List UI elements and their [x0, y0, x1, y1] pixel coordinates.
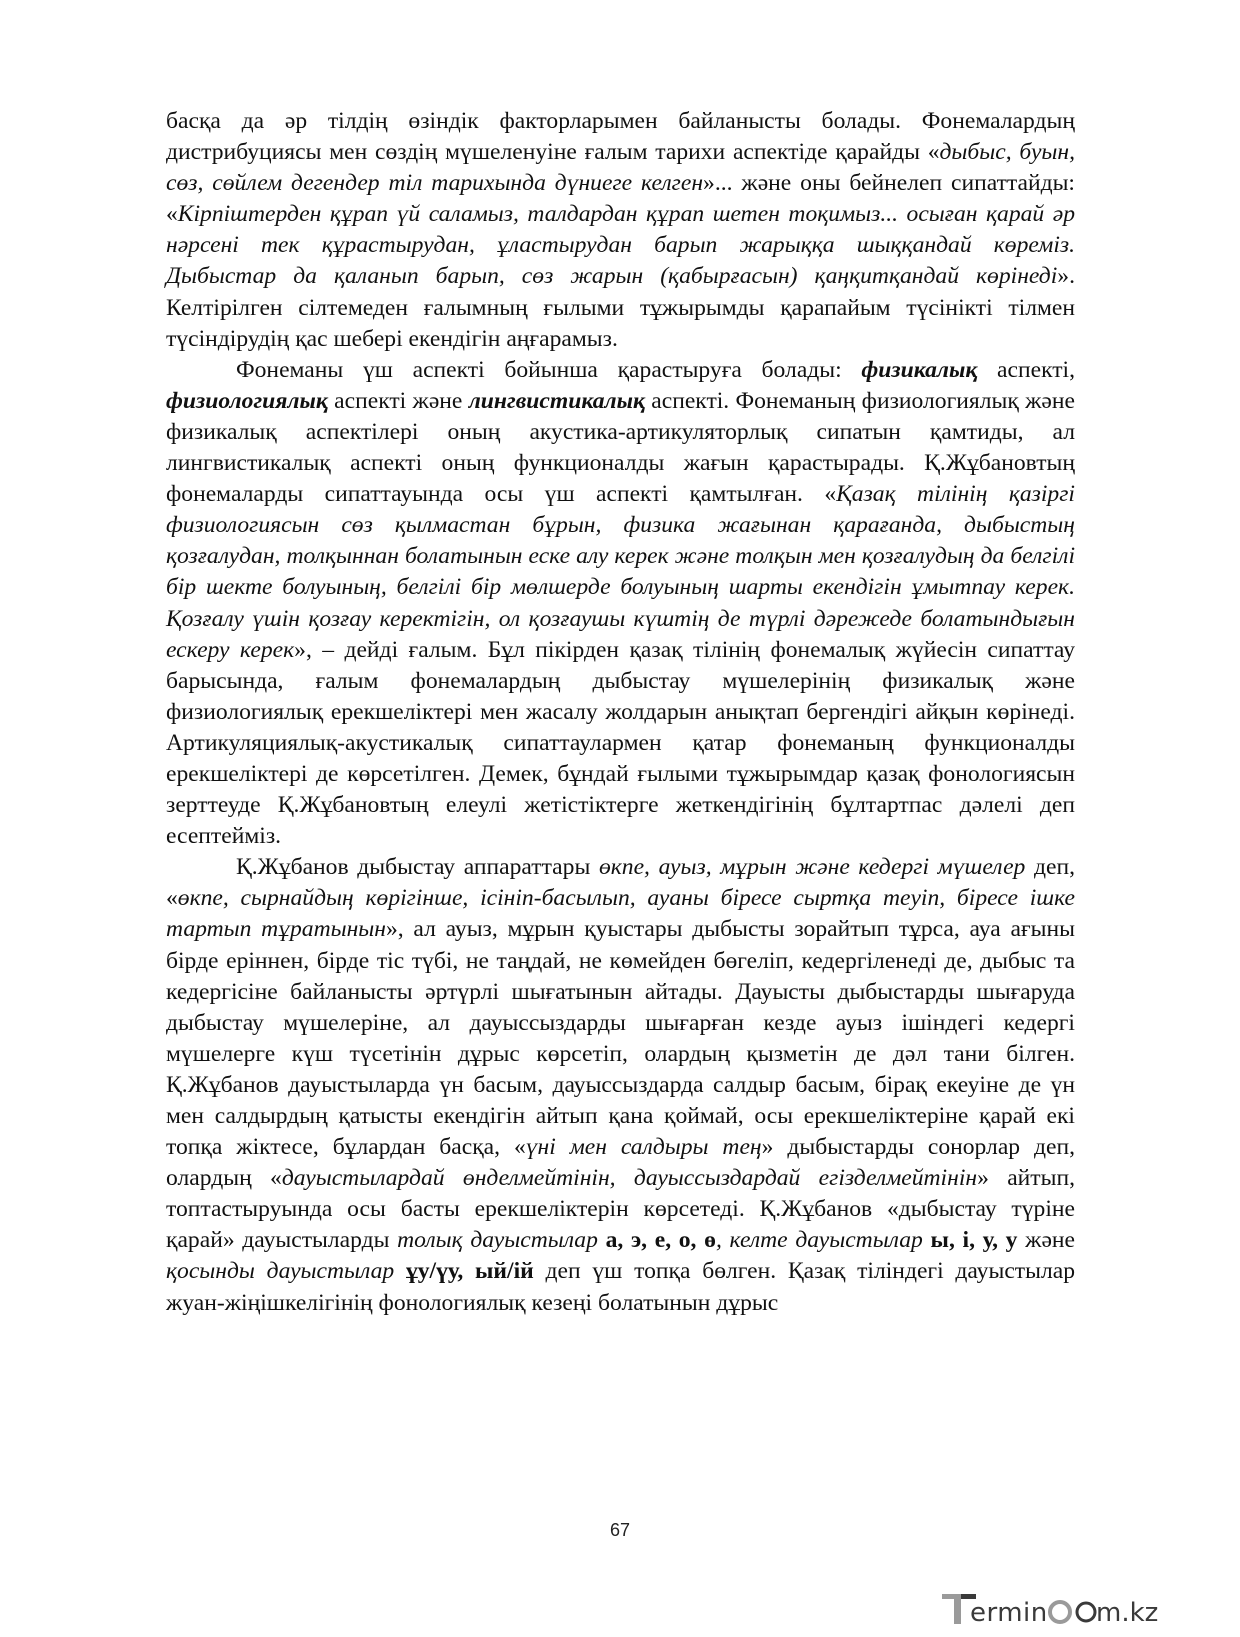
text-run: аспекті және: [327, 387, 469, 414]
italic-quote: үні мен салдыры тең: [525, 1134, 762, 1161]
italic-quote: Кірпіштерден құрап үй саламыз, талдардан құрап шетен тоқимыз... осыған қарай әр нәрсені тек құрастырудан, ұластырудан барып жарыққа шыққандай көреміз. Дыбыстар да қаланып барып, сөз жарын (қабырғасын) қаңқитқандай көрінеді: [166, 201, 1075, 290]
svg-text:m.kz: m.kz: [1096, 1598, 1159, 1628]
italic-quote: толық дауыстылар: [397, 1227, 598, 1254]
text-run: ». Келтірілген сілтемеден ғалымның ғылыми тұжырымды қарапайым түсінікті тілмен түсіндірудің қас шебері екендігін аңғарамыз.: [166, 263, 1075, 352]
italic-quote: қосынды дауыстылар: [166, 1258, 395, 1285]
paragraph: [166, 355, 1075, 853]
bold-letters: ы, і, у, у: [922, 1227, 1018, 1254]
italic-quote: дауыстылардай өнделмейтінін, дауыссыздардай егізделмейтінін: [281, 1165, 978, 1192]
text-run: »... және оны бейнелеп сипаттайды: «: [166, 170, 1075, 228]
text-run: », – дейді ғалым. Бұл пікірден қазақ тілінің фонемалық жүйесін сипаттау барысында, ғалым фонемалардың дыбыстау мүшелерінің физикалық және физиологиялық ерекшеліктері мен жасалу жолдарын анықтап бергендігі айқын көрінеді. Артикуляциялық-акустикалық сипаттаулармен қатар фонеманың функционалды ерекшеліктері де көрсетілген. Демек, бұндай ғылыми тұжырымдар қазақ фонологиясын зерттеуде Қ.Жұбановтың елеулі жетістіктерге жеткендігінің бұлтартпас дәлелі деп есептейміз.: [166, 636, 1075, 850]
paragraph: [166, 106, 1075, 355]
bold-letters: а, э, е, о, ө: [597, 1227, 716, 1254]
text-run: аспекті,: [977, 356, 1075, 383]
text-run: деп, «: [166, 854, 1075, 912]
text-run: аспекті. Фонеманың физиологиялық және физикалық аспектілері оның акустика-артикуляторлық сипатын қамтиды, ал лингвистикалық аспекті оның функционалды жағын қарастырады. Қ.Жұбановтың фонемаларды сипаттауында осы үш аспекті қамтылған. «: [166, 387, 1075, 508]
bold-italic-term: физикалық: [861, 356, 978, 383]
text-run: деп үш топқа бөлген. Қазақ тіліндегі дауыстылар жуан-жіңішкелігінің фонологиялық кезеңі болатынын дұрыс: [166, 1258, 1076, 1316]
text-run: » дыбыстарды сонорлар деп, олардың «: [166, 1134, 1075, 1192]
text-run: », ал ауыз, мұрын қуыстары дыбысты зорайтып тұрса, ауа ағыны бірде еріннен, бірде тіс түбі, не таңдай, не көмейден бөгеліп, кедергіленеді де, дыбыс та кедергісіне байланысты әртүрлі шығатынын айтады. Дауысты дыбыстарды шығаруда дыбыстау мүшелеріне, ал дауыссыздарды шығарған кезде ауыз ішіндегі кедергі мүшелерге күш түсетінін дұрыс көрсетіп, олардың қызметін де дәл тани білген. Қ.Жұбанов дауыстыларда үн басым, дауыссыздарда салдыр басым, бірақ екеуіне де үн мен салдырдың қатысты екендігін айтып қана қоймай, осы ерекшеліктеріне қарай екі топқа жіктесе, бұлардан басқа, «: [166, 916, 1075, 1161]
paragraph: [166, 852, 1075, 1318]
bold-italic-term: физиологиялық: [166, 387, 328, 414]
termincom-logo: [940, 1588, 1159, 1632]
text-run: » айтып, топтастыруында осы басты ерекшеліктерін көрсетеді. Қ.Жұбанов «дыбыстау түріне қарай» дауыстыларды: [166, 1165, 1075, 1254]
text-run: және: [1017, 1227, 1076, 1254]
italic-quote: , келте дауыстылар: [715, 1227, 923, 1254]
body-text: [166, 106, 1075, 1319]
svg-text:ermin: ermin: [970, 1598, 1048, 1628]
italic-quote: өкпе, сырнайдың көрігінше, ісініп-басылып, ауаны біресе сыртқа теуіп, біресе ішке тартып тұратынын: [166, 885, 1075, 943]
page-number: 67: [609, 1520, 631, 1540]
text-run: басқа да әр тілдің өзіндік факторларымен байланысты болады. Фонемалардың дистрибуциясы мен сөздің мүшеленуіне ғалым тарихи аспектіде қарайды «: [166, 108, 1075, 166]
text-run: Қ.Жұбанов дыбыстау аппараттары: [236, 854, 599, 881]
italic-quote: Қазақ тілінің қазіргі физиологиясын сөз қылмастан бұрын, физика жағынан қарағанда, дыбыстың қозғалудан, толқыннан болатынын еске алу керек және толқын мен қозғалудың да белгілі бір шекте болуының, белгілі бір мөлшерде болуының шарты екендігін ұмытпау керек. Қозғалу үшін қозғау керектігін, ол қозғаушы күштің де түрлі дәрежеде болатындығын ескеру керек: [166, 481, 1075, 663]
italic-quote: өкпе, ауыз, мұрын және кедергі мүшелер: [598, 854, 1026, 881]
italic-quote: дыбыс, буын, сөз, сөйлем дегендер тіл тарихында дүниеге келген: [166, 139, 1076, 197]
bold-letters: ұу/үу, ый/ій: [394, 1258, 534, 1285]
text-run: Фонеманы үш аспекті бойынша қарастыруға болады:: [236, 356, 862, 383]
logo-c-mark: [1050, 1602, 1070, 1622]
bold-italic-term: лингвистикалық: [468, 387, 645, 414]
